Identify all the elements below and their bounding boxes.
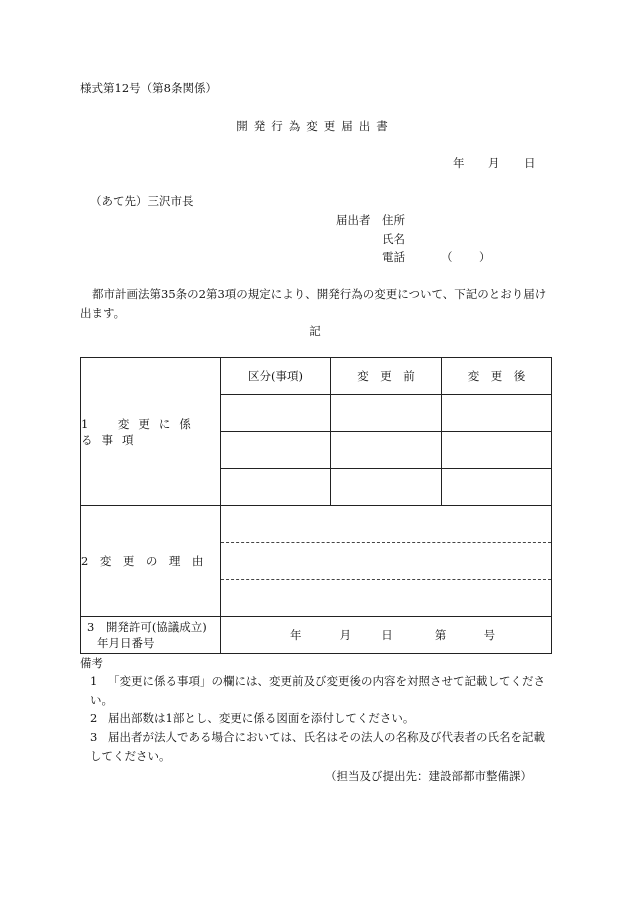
phone-paren-open: （	[441, 250, 453, 264]
addressee: （あて先）三沢市長	[90, 194, 194, 208]
after-input-cell[interactable]	[442, 469, 552, 506]
name-label: 氏名	[382, 232, 405, 246]
note-number: 1	[90, 674, 98, 688]
category-input-cell[interactable]	[221, 432, 331, 469]
phone-paren-close: ）	[479, 250, 491, 264]
reason-line[interactable]	[221, 543, 551, 580]
note-item	[90, 709, 550, 728]
address-label: 住所	[382, 213, 405, 227]
reason-line[interactable]	[221, 580, 551, 616]
category-header: 区分(事項)	[221, 358, 331, 395]
form-number: 様式第12号（第8条関係）	[80, 81, 217, 95]
permit-label-line2: 年月日番号	[97, 636, 155, 650]
date-day-label: 日	[524, 156, 536, 170]
after-input-cell[interactable]	[442, 432, 552, 469]
permit-dai-label: 第	[434, 628, 447, 642]
contact-info: （担当及び提出先：建設部都市整備課）	[325, 769, 532, 783]
table-row	[81, 358, 552, 395]
table-row	[81, 617, 552, 654]
after-input-cell[interactable]	[442, 395, 552, 432]
before-input-cell[interactable]	[331, 395, 442, 432]
before-input-cell[interactable]	[331, 469, 442, 506]
before-input-cell[interactable]	[331, 432, 442, 469]
date-month-label: 月	[488, 156, 500, 170]
phone-label: 電話	[382, 250, 405, 264]
applicant-label: 届出者	[336, 213, 371, 227]
before-header: 変 更 前	[331, 358, 442, 395]
permit-month-label: 月	[339, 628, 352, 642]
note-number: 2	[90, 711, 98, 725]
reason-line[interactable]	[221, 506, 551, 543]
date-year-label: 年	[453, 156, 465, 170]
category-input-cell[interactable]	[221, 395, 331, 432]
after-header: 変 更 後	[442, 358, 552, 395]
permit-day-label: 日	[381, 628, 393, 642]
note-item	[90, 672, 550, 710]
note-text: 届出部数は1部とし、変更に係る図面を添付してください。	[108, 711, 415, 725]
change-form-table	[80, 357, 552, 654]
permit-go-label: 号	[483, 628, 496, 642]
document-title: 開発行為変更届出書	[236, 119, 394, 133]
permit-label-line1: 3 開発許可(協議成立)	[87, 620, 207, 634]
change-items-label: 1 変更に係る事項	[81, 416, 200, 447]
note-text: 「変更に係る事項」の欄には、変更前及び変更後の内容を対照させて記載してください。	[90, 674, 545, 707]
reason-label: 2 変 更 の 理 由	[81, 554, 204, 568]
reason-input-cell[interactable]	[221, 506, 552, 617]
ki-heading: 記	[309, 324, 321, 338]
permit-year-label: 年	[289, 628, 302, 642]
reason-label-cell	[81, 506, 221, 617]
permit-date-number-cell[interactable]	[221, 617, 552, 654]
change-items-label-cell	[81, 358, 221, 506]
note-number: 3	[90, 730, 98, 744]
note-text: 届出者が法人である場合においては、氏名はその法人の名称及び代表者の氏名を記載してください。	[90, 730, 545, 763]
table-row	[81, 506, 552, 617]
note-item	[90, 728, 550, 766]
notes-title: 備考	[80, 656, 103, 670]
category-input-cell[interactable]	[221, 469, 331, 506]
permit-label-cell	[81, 617, 221, 654]
body-text: 都市計画法第35条の2第3項の規定により、開発行為の変更について、下記のとおり届け出ます。	[80, 287, 547, 320]
